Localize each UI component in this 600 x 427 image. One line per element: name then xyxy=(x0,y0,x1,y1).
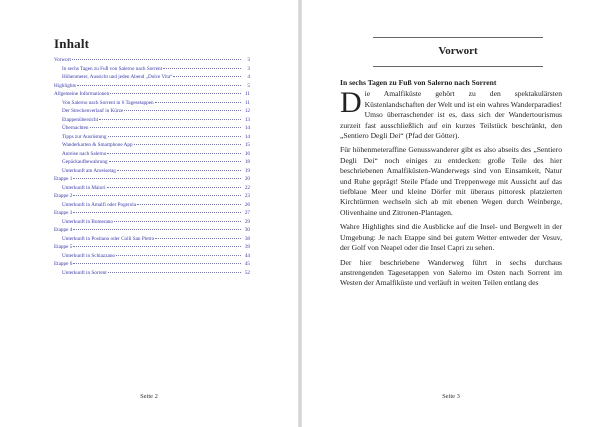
toc-entry[interactable] xyxy=(54,243,250,252)
toc-leader-dots xyxy=(173,76,241,77)
toc-leader-dots xyxy=(117,170,241,171)
toc-entry[interactable] xyxy=(54,99,250,108)
toc-entry[interactable] xyxy=(54,107,250,116)
toc-leader-dots xyxy=(116,255,241,256)
toc-entry[interactable] xyxy=(54,124,250,133)
toc-entry-page: 14 xyxy=(244,125,250,131)
toc-leader-dots xyxy=(73,246,241,247)
toc-entry-page: 4 xyxy=(247,74,250,80)
right-page-number: Seite 3 xyxy=(442,393,460,400)
toc-entry-page: 15 xyxy=(244,142,250,148)
toc-entry-label: Etappe 4 xyxy=(54,227,73,233)
toc-leader-dots xyxy=(155,238,241,239)
toc-entry-page: 20 xyxy=(244,176,250,182)
toc-leader-dots xyxy=(108,272,241,273)
toc-entry[interactable] xyxy=(54,218,250,227)
section-heading: In sechs Tagen zu Fuß von Salerno nach Sorrent xyxy=(340,78,497,87)
toc-leader-dots xyxy=(108,136,242,137)
toc-entry[interactable] xyxy=(54,260,250,269)
toc-entry-label: Der Streckenverlauf in Kürze xyxy=(62,108,124,114)
toc-entry[interactable] xyxy=(54,116,250,125)
left-page-number: Seite 2 xyxy=(140,393,158,400)
toc-entry-page: 26 xyxy=(244,201,250,208)
toc-entry-page: 38 xyxy=(244,235,250,242)
toc-entry[interactable] xyxy=(54,252,250,261)
toc-entry-label: Höhenmeter, Aussicht und jeden Abend „Dolce Vita“ xyxy=(62,74,173,80)
toc-entry[interactable] xyxy=(54,90,250,99)
toc-entry-page: 29 xyxy=(244,218,250,225)
toc-leader-dots xyxy=(73,178,241,179)
toc-entry[interactable] xyxy=(54,167,250,176)
toc-entry-page: 44 xyxy=(244,252,250,259)
toc-leader-dots xyxy=(124,110,241,111)
toc-entry-page: 45 xyxy=(244,261,250,267)
toc-entry-label: Unterkunft in Sorrent xyxy=(62,269,107,276)
toc-leader-dots xyxy=(73,263,241,264)
toc-leader-dots xyxy=(163,68,241,69)
toc-entry-label: Etappe 3 xyxy=(54,210,73,216)
toc-entry-label: Unterkunft in Maiori xyxy=(62,184,106,191)
toc-entry[interactable] xyxy=(54,235,250,244)
toc-leader-dots xyxy=(90,127,242,128)
toc-leader-dots xyxy=(99,119,241,120)
drop-cap: D xyxy=(340,86,362,120)
toc-leader-dots xyxy=(73,195,241,196)
toc-entry-label: Allgemeine Informationen xyxy=(54,91,110,97)
toc-title: Inhalt xyxy=(54,36,90,51)
paragraph-2: Für höhenmeteraffine Genusswanderer gibt es also abseits des „Sentiero Degli Dei“ noch einiges zu entdecken: große Teile des hier beschriebenen Amalfiküsten-Wanderwegs sind von Einsamkeit, Natur und Ruhe geprägt! Steile Pfade und Treppenwege mit Aussicht auf das tiefblaue Meer und kleine Dörfer mit überaus pittoresk platzierten Kirchtürmen wechseln sich ab mit ebenen Wegen durch Weinberge, Olivenhaine und Zitronen-Plantagen. xyxy=(340,145,562,217)
toc-leader-dots xyxy=(109,161,241,162)
paragraph-1-text: ie Amalfiküste gehört zu den spektakulärsten Küstenlandschaften der Welt und ist ein wahres Wanderparadies! Umso überraschender ist es, dass sich der Wandertourismus zurzeit fast ausschließlich auf ein kurzes Teilstück beschränkt, den „Sentiero Degli Dei“ (Pfad der Götter). xyxy=(340,89,563,141)
toc-entry-label: Wanderkarten & Smartphone App xyxy=(62,142,133,148)
toc-entry[interactable] xyxy=(54,150,250,159)
toc-entry-label: Etappe 6 xyxy=(54,261,73,267)
toc-leader-dots xyxy=(107,187,241,188)
toc-entry-page: 52 xyxy=(244,269,250,276)
toc-entry-page: 5 xyxy=(247,82,250,89)
toc-leader-dots xyxy=(73,229,241,230)
chapter-body xyxy=(340,78,562,293)
toc-entry[interactable] xyxy=(54,56,250,65)
paragraph xyxy=(340,86,563,141)
toc-leader-dots xyxy=(114,221,241,222)
left-page xyxy=(0,0,298,427)
toc-entry-page: 39 xyxy=(244,244,250,250)
toc-leader-dots xyxy=(73,212,241,213)
toc-entry[interactable] xyxy=(54,73,250,82)
toc-entry[interactable] xyxy=(54,201,250,210)
toc-entry[interactable] xyxy=(54,82,250,91)
toc-entry-page: 14 xyxy=(244,133,250,140)
toc-entry-page: 19 xyxy=(244,167,250,174)
toc-leader-dots xyxy=(107,153,241,154)
toc-entry-page: 22 xyxy=(244,184,250,191)
toc-entry-label: Etappenübersicht xyxy=(62,116,99,123)
toc-entry-label: Von Salerno nach Sorrent in 6 Tagesetappen xyxy=(62,99,154,106)
toc-entry[interactable] xyxy=(54,133,250,142)
toc-entry-label: Etappe 2 xyxy=(54,193,73,199)
toc-entry[interactable] xyxy=(54,65,250,74)
toc-entry[interactable] xyxy=(54,175,250,184)
toc-entry-label: Etappe 5 xyxy=(54,244,73,250)
toc-entry-page: 11 xyxy=(245,99,250,106)
toc-leader-dots xyxy=(72,59,241,60)
chapter-rule-bottom xyxy=(373,66,543,67)
toc-entry-page: 30 xyxy=(244,227,250,233)
toc-leader-dots xyxy=(134,144,241,145)
toc-entry-label: Anreise nach Salerno xyxy=(62,150,107,157)
paragraph-4: Der hier beschriebene Wanderweg führt in sechs durchaus anstrengenden Tagesetappen von Salerno im Osten nach Sorrent im Westen der Amalfiküste und verläuft in weiten Teilen entlang des xyxy=(340,257,562,288)
toc-entry-page: 12 xyxy=(244,108,250,114)
toc-entry[interactable] xyxy=(54,269,250,278)
toc-entry-page: 16 xyxy=(244,150,250,157)
toc-leader-dots xyxy=(110,93,241,94)
toc-entry-page: 3 xyxy=(247,65,250,72)
toc-entry-label: Gepäckaufbewahrung xyxy=(62,159,108,165)
toc-entry-label: Unterkunft in Bomerano xyxy=(62,218,113,225)
toc-leader-dots xyxy=(137,204,241,205)
toc-entry-page: 11 xyxy=(245,91,250,97)
toc-leader-dots xyxy=(77,85,241,86)
toc-entry[interactable] xyxy=(54,209,250,218)
toc-entry[interactable] xyxy=(54,141,250,150)
toc-entry-page: 23 xyxy=(244,193,250,199)
toc-entry-label: Unterkunft in Positano oder Colli San Pietro xyxy=(62,235,155,242)
toc-entry-label: Highlights xyxy=(54,82,76,89)
paragraph-3: Wahre Highlights sind die Ausblicke auf die Insel- und Bergwelt in der Umgebung: Je nach Etappe sind bei gutem Wetter entweder der Vesuv, der Golf von Neapel oder die Insel Capri zu sehen. xyxy=(340,222,562,253)
toc-entry-page: 3 xyxy=(247,57,250,63)
toc-entry[interactable] xyxy=(54,184,250,193)
toc-entry-label: Übernachten xyxy=(62,125,89,131)
table-of-contents xyxy=(54,56,250,277)
toc-entry[interactable] xyxy=(54,192,250,201)
toc-entry-label: In sechs Tagen zu Fuß von Salerno nach Sorrent xyxy=(62,65,163,72)
toc-entry-label: Unterkunft am Anreisetag xyxy=(62,167,116,174)
toc-entry-label: Unterkunft in Amalfi oder Pogerola xyxy=(62,201,137,208)
toc-entry-label: Tipps zur Ausrüstung xyxy=(62,133,107,140)
toc-entry[interactable] xyxy=(54,158,250,167)
chapter-title: Vorwort xyxy=(438,45,478,57)
toc-entry-page: 18 xyxy=(244,159,250,165)
toc-entry-label: Vorwort xyxy=(54,57,71,63)
toc-entry[interactable] xyxy=(54,226,250,235)
toc-entry-page: 13 xyxy=(244,116,250,123)
chapter-rule-top xyxy=(373,37,543,38)
toc-entry-page: 27 xyxy=(244,210,250,216)
toc-entry-label: Unterkunft in Schiazzano xyxy=(62,252,116,259)
toc-leader-dots xyxy=(155,102,241,103)
toc-entry-label: Etappe 1 xyxy=(54,176,73,182)
